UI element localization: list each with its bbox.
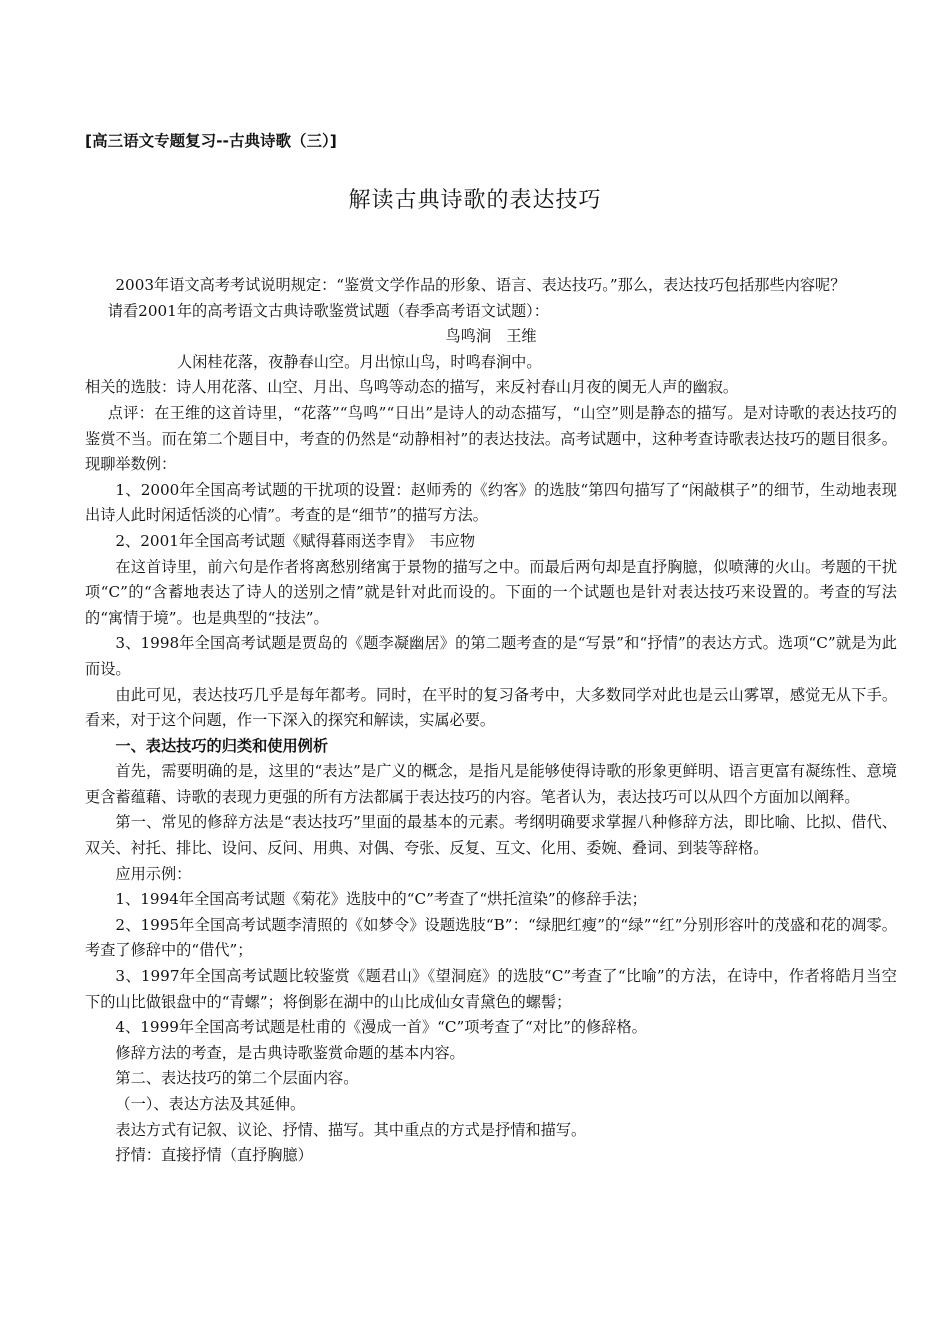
poem-title: 鸟鸣涧 王维 <box>445 327 537 346</box>
paragraph-expression-modes: 表达方式有记叙、议论、抒情、描写。其中重点的方式是抒情和描写。 <box>115 1120 587 1139</box>
paragraph-lyric: 抒情：直接抒情（直抒胸臆） <box>115 1146 313 1165</box>
paragraph-app-1: 1、1994年全国高考试题《菊花》选肢中的“C”考查了“烘托渲染”的修辞手法； <box>115 890 647 909</box>
series-title: [高三语文专题复习--古典诗歌（三）] <box>85 132 337 150</box>
paragraph-rhetoric-summary: 修辞方法的考查，是古典诗歌鉴赏命题的基本内容。 <box>115 1043 465 1062</box>
paragraph-example-3: 3、1998年全国高考试题是贾岛的《题李凝幽居》的第二题考查的是“写景”和“抒情”的表达方式。选项“C”就是为此而设。 <box>85 634 897 678</box>
paragraph-option: 相关的选肢：诗人用花落、山空、月出、鸟鸣等动态的描写，来反衬春山月夜的阒无人声的幽寂。 <box>85 378 739 397</box>
poem-text: 人闲桂花落，夜静春山空。月出惊山鸟，时鸣春涧中。 <box>177 352 542 371</box>
paragraph-example-1: 1、2000年全国高考试题的干扰项的设置：赵师秀的《约客》的选肢“第四句描写了“闲敲棋子”的细节，生动地表现出诗人此时闲适恬淡的心情”。考查的是“细节”的描写方法。 <box>85 480 897 525</box>
paragraph-app-2: 2、1995年全国高考试题李清照的《如梦令》设题选肢“B”：“绿肥红瘦”的“绿”“红”分别形容叶的茂盛和花的凋零。考查了修辞中的“借代”； <box>85 915 897 960</box>
paragraph-comment: 点评：在王维的这首诗里，“花落”“鸟鸣”“日出”是诗人的动态描写，“山空”则是静态的描写。是对诗歌的表达技巧的鉴赏不当。而在第二个题目中，考查的仍然是“动静相衬”的表达技法。高考试题中，这种考查诗歌表达技巧的题目很多。现聊举数例： <box>85 403 897 474</box>
paragraph-definition: 首先，需要明确的是，这里的“表达”是广义的概念，是指凡是能够使得诗歌的形象更鲜明、语言更富有凝练性、意境更含蓄蕴藉、诗歌的表现力更强的所有方法都属于表达技巧的内容。笔者认为，表达技巧可以从四个方面加以阐释。 <box>85 762 897 806</box>
paragraph-example-2: 2、2001年全国高考试题《赋得暮雨送李胄》 韦应物 <box>115 531 476 550</box>
paragraph-intro: 2003年语文高考考试说明规定：“鉴赏文学作品的形象、语言、表达技巧。”那么，表达技巧包括那些内容呢？ <box>115 276 846 294</box>
paragraph-app-3: 3、1997年全国高考试题比较鉴赏《题君山》《望洞庭》的选肢“C”考查了“比喻”的方法，在诗中，作者将皓月当空下的山比做银盘中的“青螺”；将倒影在湖中的山比成仙女青黛色的螺髻； <box>85 967 897 1011</box>
paragraph-conclusion: 由此可见，表达技巧几乎是每年都考。同时，在平时的复习备考中，大多数同学对此也是云山雾罩，感觉无从下手。看来，对于这个问题，作一下深入的探究和解读，实属必要。 <box>85 685 897 730</box>
section-heading: 一、表达技巧的归类和使用例析 <box>115 736 329 755</box>
paragraph-example-2-detail: 在这首诗里，前六句是作者将离愁别绪寓于景物的描写之中。而最后两句却是直抒胸臆，似喷薄的火山。考题的干扰项“C”的“含蓄地表达了诗人的送别之情”就是针对此而设的。下面的一个试题也是针对表达技巧来设置的。考查的写法的“寓情于境”。也是典型的“技法”。 <box>85 557 897 627</box>
paragraph-rhetoric: 第一、常见的修辞方法是“表达技巧”里面的最基本的元素。考纲明确要求掌握八种修辞方法，即比喻、比拟、借代、双关、衬托、排比、设问、反问、用典、对偶、夸张、反复、互文、化用、委婉、叠词、到装等辞格。 <box>85 813 897 858</box>
paragraph-question-intro: 请看2001年的高考语文古典诗歌鉴赏试题（春季高考语文试题）： <box>107 301 549 320</box>
document-title: 解读古典诗歌的表达技巧 <box>348 188 602 213</box>
document-body <box>85 273 897 1169</box>
paragraph-second-level: 第二、表达技巧的第二个层面内容。 <box>115 1069 359 1088</box>
paragraph-subsection: （一）、表达方法及其延伸。 <box>115 1095 306 1113</box>
paragraph-examples-label: 应用示例： <box>115 864 192 883</box>
paragraph-app-4: 4、1999年全国高考试题是杜甫的《漫成一首》“C”项考查了“对比”的修辞格。 <box>115 1018 647 1037</box>
